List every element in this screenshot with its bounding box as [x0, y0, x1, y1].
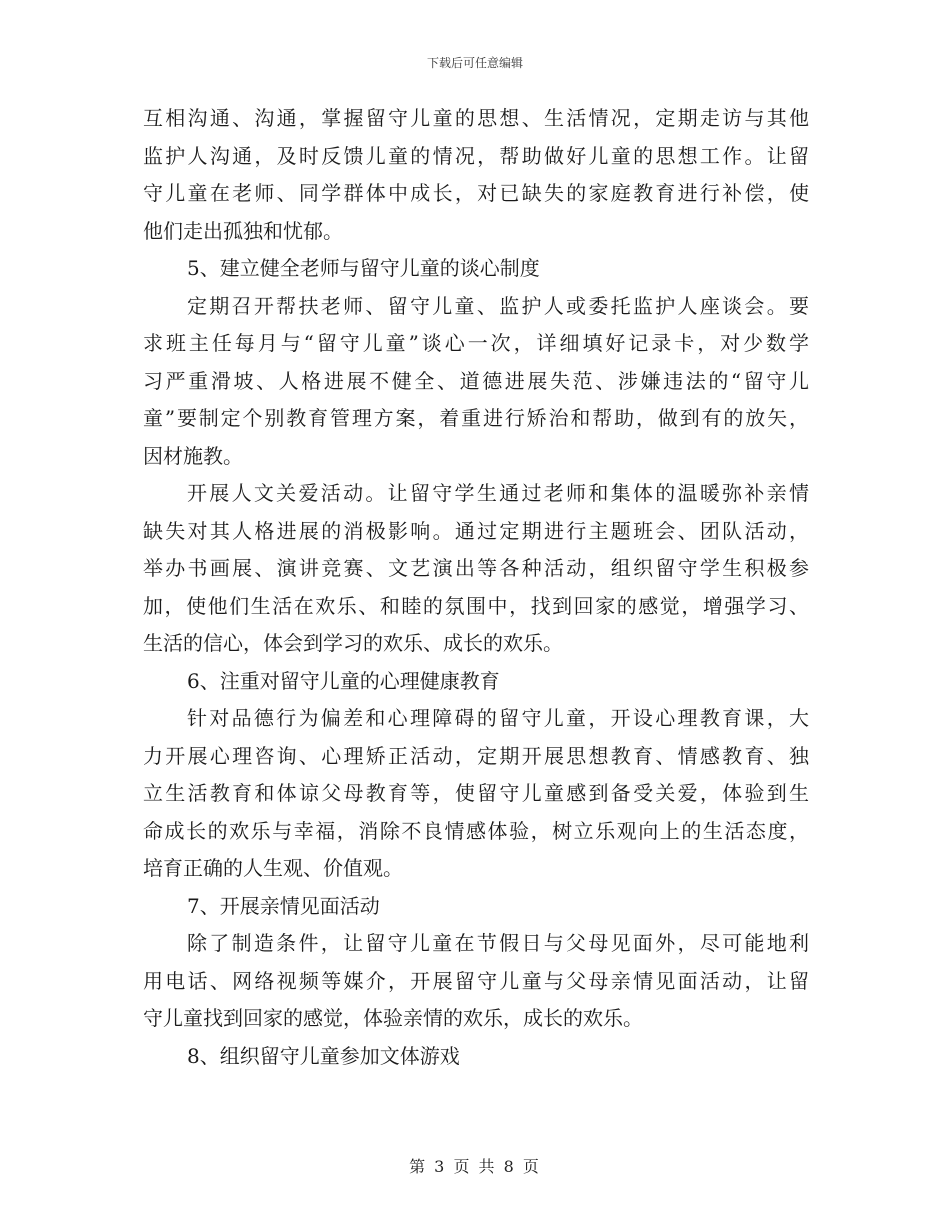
page-number: 第 3 页 共 8 页 — [409, 1157, 541, 1176]
text-line: 5、建立健全老师与留守儿童的谈心制度 — [187, 256, 540, 280]
text-line: 求班主任每月与“留守儿童”谈心一次，详细填好记录卡，对少数学 — [143, 331, 809, 355]
text-line: 用电话、网络视频等媒介，开展留守儿童与父母亲情见面活动，让留 — [143, 968, 809, 993]
text-line: 7、开展亲情见面活动 — [187, 893, 380, 918]
text-line: 针对品德行为偏差和心理障碍的留守儿童，开设心理教育课，大 — [187, 706, 809, 730]
text-line: 8、组织留守儿童参加文体游戏 — [187, 1043, 460, 1068]
text-line: 他们走出孤独和忧郁。 — [143, 218, 343, 243]
text-line: 守儿童在老师、同学群体中成长，对已缺失的家庭教育进行补偿，使 — [143, 181, 809, 205]
text-line: 力开展心理咨询、心理矫正活动，定期开展思想教育、情感教育、独 — [143, 743, 809, 768]
text-line: 生活的信心，体会到学习的欢乐、成长的欢乐。 — [143, 631, 563, 655]
text-line: 守儿童找到回家的感觉，体验亲情的欢乐，成长的欢乐。 — [143, 1006, 643, 1030]
text-line: 举办书画展、演讲竞赛、文艺演出等各种活动，组织留守学生积极参 — [143, 556, 809, 580]
text-line: 习严重滑坡、人格进展不健全、道德进展失范、涉嫌违法的“留守儿 — [143, 368, 809, 393]
text-line: 因材施教。 — [143, 443, 243, 468]
text-line: 命成长的欢乐与幸福，消除不良情感体验，树立乐观向上的生活态度， — [143, 818, 809, 843]
document-body — [143, 100, 809, 1075]
text-line: 开展人文关爱活动。让留守学生通过老师和集体的温暖弥补亲情 — [187, 481, 809, 505]
text-line: 除了制造条件，让留守儿童在节假日与父母见面外，尽可能地利 — [187, 931, 809, 955]
text-line: 童”要制定个别教育管理方案，着重进行矫治和帮助，做到有的放矢， — [143, 406, 809, 430]
text-line: 缺失对其人格进展的消极影响。通过定期进行主题班会、团队活动， — [143, 518, 809, 543]
page-header: 下载后可任意编辑 — [426, 56, 523, 70]
text-line: 6、注重对留守儿童的心理健康教育 — [187, 668, 500, 693]
text-line: 互相沟通、沟通，掌握留守儿童的思想、生活情况，定期走访与其他 — [143, 106, 809, 130]
text-line: 监护人沟通，及时反馈儿童的情况，帮助做好儿童的思想工作。让留 — [143, 143, 809, 168]
text-line: 加，使他们生活在欢乐、和睦的氛围中，找到回家的感觉，增强学习、 — [143, 593, 809, 618]
text-line: 培育正确的人生观、价值观。 — [143, 856, 403, 880]
text-line: 立生活教育和体谅父母教育等，使留守儿童感到备受关爱，体验到生 — [143, 781, 809, 805]
text-line: 定期召开帮扶老师、留守儿童、监护人或委托监护人座谈会。要 — [187, 293, 809, 318]
